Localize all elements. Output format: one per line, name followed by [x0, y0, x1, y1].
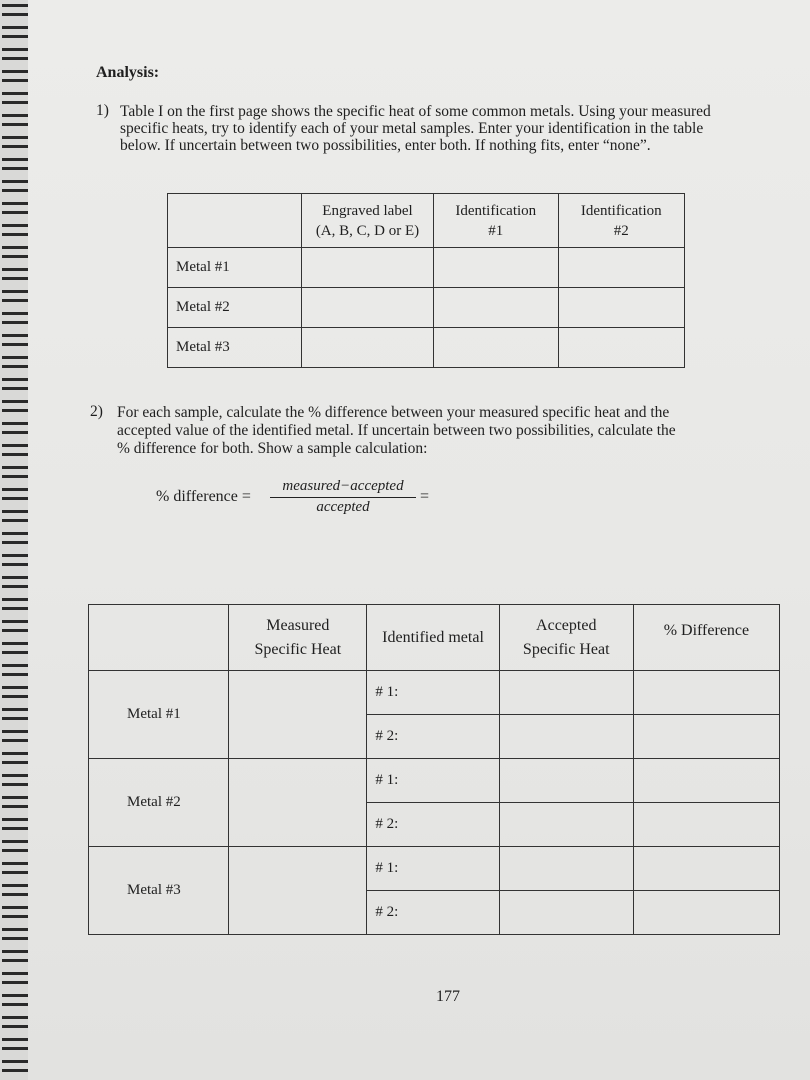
identification-1-input-cell[interactable]: [434, 248, 558, 288]
percent-difference-input-cell[interactable]: [633, 715, 779, 759]
row-label: Metal #3: [89, 847, 229, 935]
identification-table: [167, 193, 685, 368]
table-row: [89, 847, 780, 891]
row-label: Metal #1: [168, 248, 302, 288]
engraved-label-input-cell[interactable]: [301, 288, 433, 328]
measured-specific-heat-input-cell[interactable]: [229, 847, 367, 935]
identification-2-input-cell[interactable]: [558, 328, 684, 368]
row-label: Metal #1: [89, 671, 229, 759]
question-1-number: 1): [96, 102, 109, 119]
header-identification-1-line-2: #1: [488, 222, 504, 239]
table-row: [168, 328, 685, 368]
measured-specific-heat-input-cell[interactable]: [229, 671, 367, 759]
question-1-line-3: below. If uncertain between two possibilities, enter both. If nothing fits, enter “none”.: [120, 137, 651, 154]
table-row: [89, 759, 780, 803]
identification-2-input-cell[interactable]: [558, 248, 684, 288]
header-empty-cell: [89, 605, 229, 671]
identified-metal-2-cell[interactable]: # 2:: [367, 803, 499, 847]
table-row: [89, 671, 780, 715]
accepted-specific-heat-input-cell[interactable]: [499, 759, 633, 803]
accepted-specific-heat-input-cell[interactable]: [499, 671, 633, 715]
identification-1-input-cell[interactable]: [434, 328, 558, 368]
accepted-specific-heat-input-cell[interactable]: [499, 847, 633, 891]
question-2-line-3: % difference for both. Show a sample calculation:: [117, 440, 428, 457]
header-identification-2-line-1: Identification: [580, 202, 662, 219]
question-1-line-2: specific heats, try to identify each of your metal samples. Enter your identification in the table: [120, 120, 704, 137]
header-empty-cell: [168, 194, 302, 248]
section-heading: Analysis:: [96, 64, 160, 81]
accepted-specific-heat-input-cell[interactable]: [499, 715, 633, 759]
percent-difference-input-cell[interactable]: [633, 759, 779, 803]
fraction-bar: [270, 497, 416, 498]
engraved-label-input-cell[interactable]: [301, 248, 433, 288]
question-2-line-1: For each sample, calculate the % difference between your measured specific heat and the: [117, 404, 670, 421]
measured-specific-heat-input-cell[interactable]: [229, 759, 367, 847]
header-measured-line-1: Measured: [266, 616, 330, 634]
row-label: Metal #3: [168, 328, 302, 368]
header-identification-1: [434, 194, 558, 248]
row-label: Metal #2: [89, 759, 229, 847]
percent-difference-input-cell[interactable]: [633, 671, 779, 715]
header-identified-metal: Identified metal: [367, 605, 499, 671]
formula-right: =: [420, 488, 430, 505]
page-number: 177: [436, 988, 460, 1005]
header-measured-line-2: Specific Heat: [254, 640, 342, 658]
identified-metal-1-cell[interactable]: # 1:: [367, 671, 499, 715]
percent-difference-input-cell[interactable]: [633, 847, 779, 891]
identification-2-input-cell[interactable]: [558, 288, 684, 328]
formula-numerator: measured−accepted: [282, 478, 404, 494]
header-measured-specific-heat: [229, 605, 367, 671]
header-identification-2: [558, 194, 684, 248]
table-row: [168, 288, 685, 328]
header-percent-difference: % Difference: [633, 605, 779, 671]
percent-difference-input-cell[interactable]: [633, 803, 779, 847]
percent-difference-input-cell[interactable]: [633, 891, 779, 935]
header-identification-2-line-2: #2: [613, 222, 629, 239]
question-2-line-2: accepted value of the identified metal. If uncertain between two possibilities, calculate the: [117, 422, 676, 439]
identified-metal-1-cell[interactable]: # 1:: [367, 847, 499, 891]
header-engraved-label: [301, 194, 433, 248]
percent-difference-table: [88, 604, 780, 935]
table-row: [168, 248, 685, 288]
identified-metal-1-cell[interactable]: # 1:: [367, 759, 499, 803]
formula-denominator: accepted: [316, 499, 370, 515]
header-engraved-label-line-2: (A, B, C, D or E): [315, 222, 420, 239]
engraved-label-input-cell[interactable]: [301, 328, 433, 368]
header-identification-1-line-1: Identification: [455, 202, 537, 219]
row-label: Metal #2: [168, 288, 302, 328]
header-accepted-line-1: Accepted: [536, 616, 597, 634]
accepted-specific-heat-input-cell[interactable]: [499, 803, 633, 847]
header-accepted-line-2: Specific Heat: [522, 640, 610, 658]
header-engraved-label-line-1: Engraved label: [322, 202, 413, 219]
header-accepted-specific-heat: [499, 605, 633, 671]
question-1-line-1: Table I on the first page shows the specific heat of some common metals. Using your measured: [120, 103, 711, 120]
identification-1-input-cell[interactable]: [434, 288, 558, 328]
accepted-specific-heat-input-cell[interactable]: [499, 891, 633, 935]
identified-metal-2-cell[interactable]: # 2:: [367, 715, 499, 759]
question-2-number: 2): [90, 403, 103, 420]
formula-left: % difference =: [156, 488, 251, 505]
identified-metal-2-cell[interactable]: # 2:: [367, 891, 499, 935]
